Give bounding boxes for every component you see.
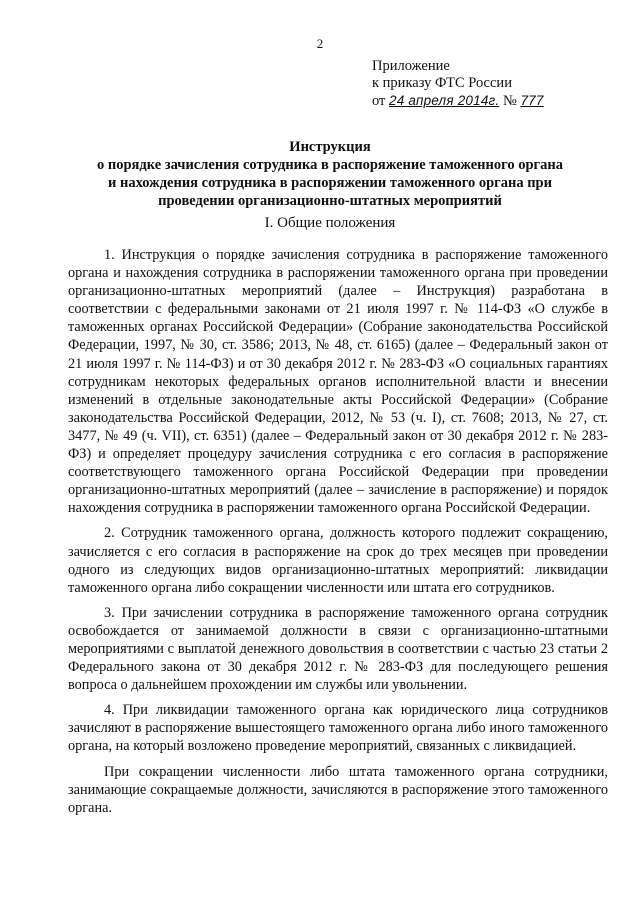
approval-line-order: к приказу ФТС России	[372, 75, 512, 91]
number-sign: №	[503, 93, 517, 109]
approval-line-appendix: Приложение	[372, 58, 450, 74]
title-subtitle-line: и нахождения сотрудника в распоряжении таможенного органа при	[108, 175, 552, 191]
paragraph-3: 3. При зачислении сотрудника в распоряжение таможенного органа сотрудник освобождается от занимаемой должности в связи с организационно-штатными мероприятиями с выплатой денежного довольствия в соответствии с частью 23 статьи 2 Федерального закона от 30 декабря 2012 г. № 283-ФЗ для последующего решения вопроса о дальнейшем прохождении им службы или увольнении.	[68, 604, 608, 694]
paragraph-1: 1. Инструкция о порядке зачисления сотрудника в распоряжение таможенного органа и нахождения сотрудника в распоряжении таможенного органа при проведении организационно-штатных мероприятий (далее – Инструкция) разработана в соответствии с федеральными законами от 21 июля 1997 г. № 114-ФЗ «О службе в таможенных органах Российской Федерации» (Собрание законодательства Российской Федерации, 1997, № 30, ст. 3586; 2013, № 48, ст. 6165) (далее – Федеральный закон от 21 июля 1997 г. № 114-ФЗ) и от 30 декабря 2012 г. № 283-ФЗ «О социальных гарантиях сотрудникам некоторых федеральных органов исполнительной власти и внесении изменений в отдельные законодательные акты Российской Федерации» (Собрание законодательства Российской Федерации, 2012, № 53 (ч. I), ст. 7608; 2013, № 27, ст. 3477, № 49 (ч. VII), ст. 6351) (далее – Федеральный закон от 30 декабря 2012 г. № 283-ФЗ) и определяет процедуру зачисления сотрудника с его согласия в распоряжение соответствующего таможенного органа Российской Федерации при проведении организационно-штатных мероприятий (далее – зачисление в распоряжение) и порядок нахождения сотрудника в распоряжении таможенного органа Российской Федерации.	[68, 247, 608, 517]
title-subtitle-line: о порядке зачисления сотрудника в распоряжение таможенного органа	[97, 157, 563, 173]
handwritten-date: 24 апреля 2014г.	[389, 93, 500, 108]
paragraph-2: 2. Сотрудник таможенного органа, должность которого подлежит сокращению, зачисляется с его согласия в распоряжение на срок до трех месяцев при проведении одного из следующих видов организационно-штатных мероприятий: ликвидации таможенного органа либо сокращении численности или штата его сотрудников.	[68, 525, 608, 596]
date-prefix: от	[372, 93, 386, 109]
approval-date-line	[372, 92, 544, 110]
handwritten-order-number: 777	[520, 93, 544, 108]
title-main: Инструкция	[289, 139, 371, 155]
document-title	[70, 138, 590, 210]
page-number: 2	[316, 36, 324, 51]
approval-block	[372, 58, 544, 110]
paragraph-5: При сокращении численности либо штата таможенного органа сотрудники, занимающие сокращаемые должности, зачисляются в распоряжение этого таможенного органа.	[68, 763, 608, 816]
section-heading: I. Общие положения	[264, 215, 396, 231]
title-subtitle-line: проведении организационно-штатных мероприятий	[158, 193, 502, 209]
paragraph-4: 4. При ликвидации таможенного органа как юридического лица сотрудников зачисляют в распоряжение вышестоящего таможенного органа либо иного таможенного органа, на который возложено проведение мероприятий, связанных с ликвидацией.	[68, 702, 608, 755]
document-body	[68, 246, 608, 824]
